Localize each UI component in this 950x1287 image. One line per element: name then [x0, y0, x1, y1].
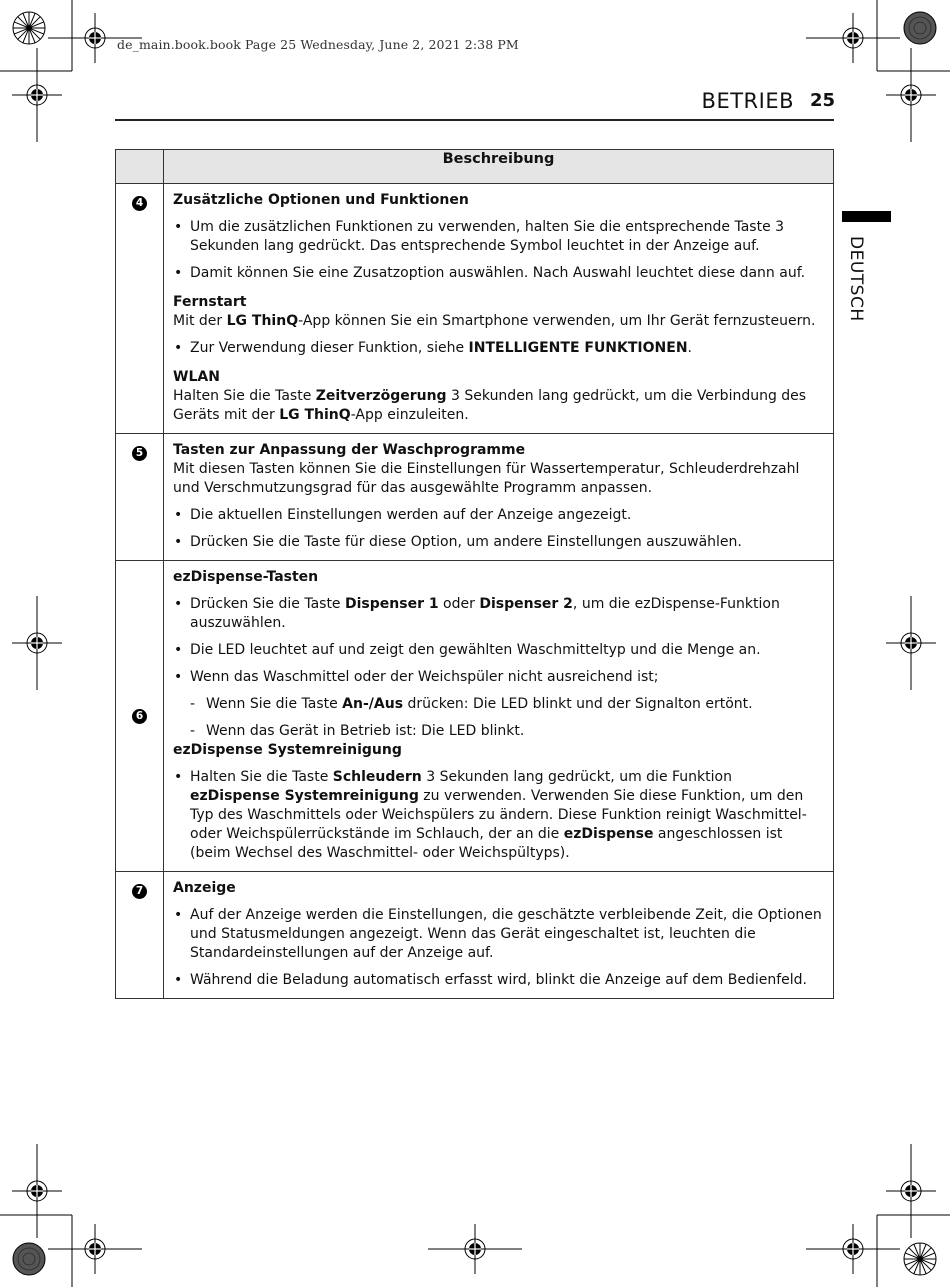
starburst-icon [903, 1242, 937, 1276]
bullet-list [173, 906, 823, 990]
table-row [116, 184, 834, 434]
list-item: • Halten Sie die Taste Schleudern 3 Sekunden lang gedrückt, um die Funktion ezDispense Systemreinigung zu verwenden. Verwenden Sie diese Funktion, um den Typ des Waschmittels oder Weichspülers zu ändern. Diese Funktion reinigt Waschmittel- oder Weichspülerrückstände im Schlauch, der an die ezDispense angeschlossen ist (beim Wechsel des Waschmittel- oder Weichspültyps). [173, 768, 823, 863]
registration-mark-bottom-center [428, 1224, 522, 1274]
row-number-cell [116, 561, 164, 872]
list-item: • Während die Beladung automatisch erfasst wird, blinkt die Anzeige auf dem Bedienfeld. [173, 971, 823, 990]
list-item: • Die LED leuchtet auf und zeigt den gewählten Waschmitteltyp und die Menge an. [173, 641, 823, 660]
bullet-list [173, 506, 823, 552]
number-badge: 7 [132, 884, 147, 899]
print-header: de_main.book.book Page 25 Wednesday, June 2, 2021 2:38 PM [117, 37, 519, 52]
row-number-cell [116, 872, 164, 999]
row-number-cell [116, 184, 164, 434]
bullet-list [173, 218, 823, 283]
row-description-cell [164, 872, 834, 999]
subsection-title: WLAN [173, 369, 220, 385]
row-title: Anzeige [173, 880, 236, 896]
table-row [116, 434, 834, 561]
registration-mark-right-upper [886, 48, 936, 142]
number-badge: 4 [132, 196, 147, 211]
number-badge: 6 [132, 709, 147, 724]
number-badge: 5 [132, 446, 147, 461]
registration-mark-left-middle [12, 596, 62, 690]
registration-mark-bottom-left [48, 1224, 142, 1274]
list-item: - Wenn das Gerät in Betrieb ist: Die LED blinkt. [173, 722, 823, 741]
dash-list [173, 695, 823, 741]
list-item: • Auf der Anzeige werden die Einstellungen, die geschätzte verbleibende Zeit, die Optionen und Statusmeldungen angezeigt. Wenn das Gerät eingeschaltet ist, leuchten die Standardeinstellungen auf der Anzeige auf. [173, 906, 823, 963]
bullet-list [173, 595, 823, 687]
row-description-cell [164, 184, 834, 434]
row-title: Tasten zur Anpassung der Waschprogramme [173, 442, 526, 458]
list-item: • Wenn das Waschmittel oder der Weichspüler nicht ausreichend ist; [173, 668, 823, 687]
registration-mark-bottom-right [806, 1224, 900, 1274]
bullet-list [173, 339, 823, 358]
paragraph: Mit der LG ThinQ-App können Sie ein Smartphone verwenden, um Ihr Gerät fernzusteuern. [173, 313, 816, 329]
row-number-cell [116, 434, 164, 561]
header-number-cell [116, 150, 164, 184]
registration-mark-right-middle [886, 596, 936, 690]
language-tab-label: DEUTSCH [846, 236, 866, 322]
halftone-circle-icon [12, 1242, 46, 1276]
row-title: ezDispense-Tasten [173, 569, 319, 585]
subsection-title: Fernstart [173, 294, 247, 310]
list-item: • Zur Verwendung dieser Funktion, siehe INTELLIGENTE FUNKTIONEN. [173, 339, 823, 358]
registration-mark-left-upper [12, 48, 62, 142]
description-table [115, 149, 834, 999]
row-description-cell [164, 434, 834, 561]
row-description-cell [164, 561, 834, 872]
page-number: 25 [810, 90, 836, 111]
starburst-icon [12, 11, 46, 45]
row-title: Zusätzliche Optionen und Funktionen [173, 192, 469, 208]
section-title: BETRIEB [701, 89, 794, 113]
table-header-row [116, 150, 834, 184]
title-rule [115, 119, 834, 121]
table-row [116, 561, 834, 872]
paragraph: Halten Sie die Taste Zeitverzögerung 3 Sekunden lang gedrückt, um die Verbindung des Geräts mit der LG ThinQ-App einzuleiten. [173, 388, 807, 423]
header-description-cell: Beschreibung [164, 150, 834, 184]
list-item: • Um die zusätzlichen Funktionen zu verwenden, halten Sie die entsprechende Taste 3 Sekunden lang gedrückt. Das entsprechende Symbol leuchtet in der Anzeige auf. [173, 218, 823, 256]
language-tab-bar [842, 211, 891, 222]
halftone-circle-icon [903, 11, 937, 45]
table-row [116, 872, 834, 999]
list-item: • Drücken Sie die Taste für diese Option, um andere Einstellungen auszuwählen. [173, 533, 823, 552]
bullet-list [173, 768, 823, 863]
subsection-title: ezDispense Systemreinigung [173, 742, 402, 758]
list-item: - Wenn Sie die Taste An-/Aus drücken: Die LED blinkt und der Signalton ertönt. [173, 695, 823, 714]
list-item: • Die aktuellen Einstellungen werden auf der Anzeige angezeigt. [173, 506, 823, 525]
list-item: • Drücken Sie die Taste Dispenser 1 oder Dispenser 2, um die ezDispense-Funktion auszuwählen. [173, 595, 823, 633]
list-item: • Damit können Sie eine Zusatzoption auswählen. Nach Auswahl leuchtet diese dann auf. [173, 264, 823, 283]
paragraph: Mit diesen Tasten können Sie die Einstellungen für Wassertemperatur, Schleuderdrehzahl und Verschmutzungsgrad für das ausgewählte Programm anpassen. [173, 461, 800, 496]
